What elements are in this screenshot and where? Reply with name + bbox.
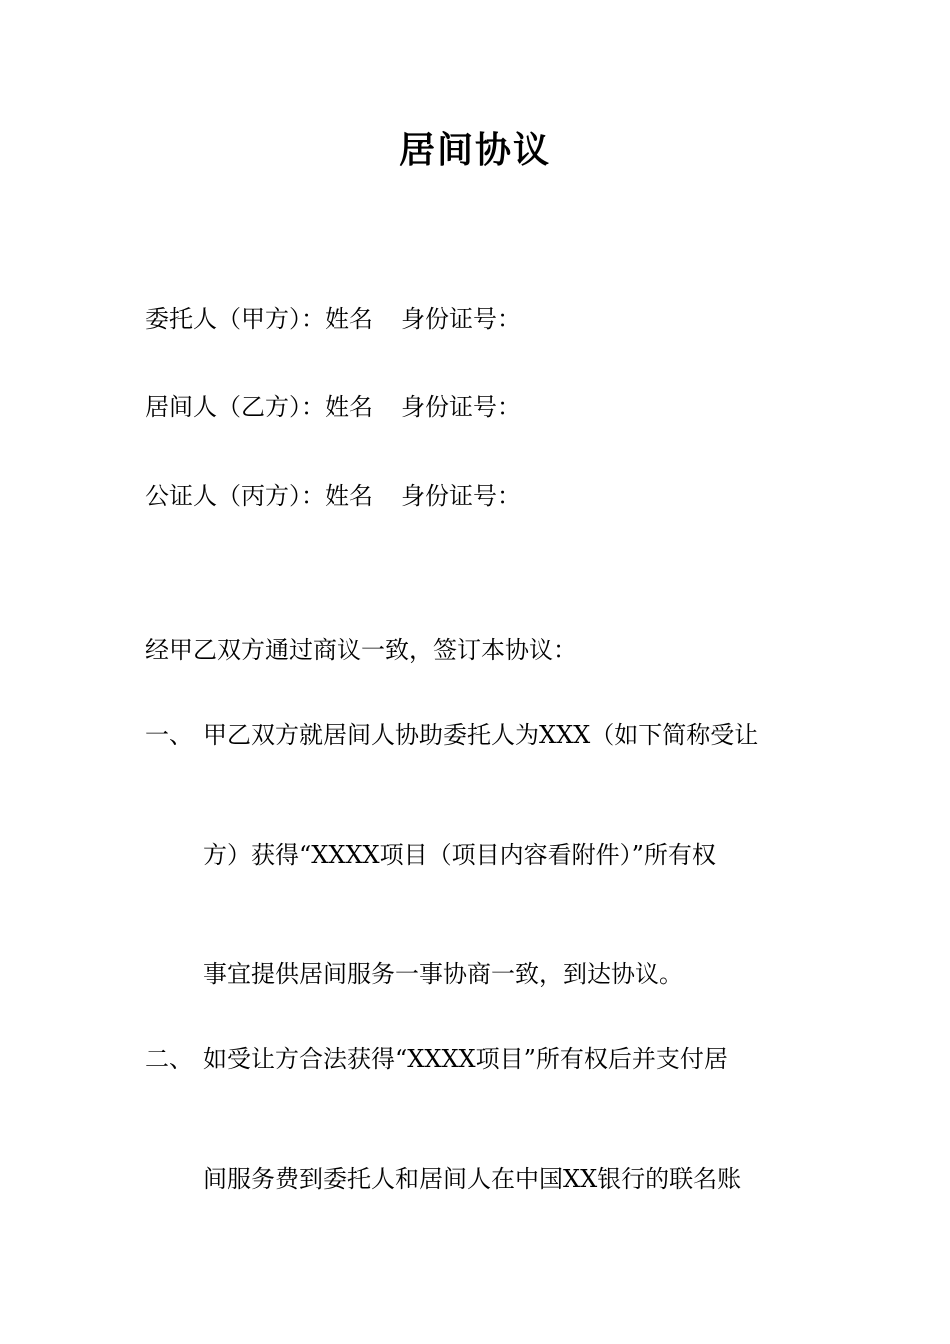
party-id-label: 身份证号： [401,305,521,333]
clause-line: 如受让方合法获得“XXXX项目”所有权后并支付居 [203,1045,728,1073]
intro-paragraph: 经甲乙双方通过商议一致，签订本协议： [145,636,577,664]
clause-number: 二、 [145,1045,193,1073]
clause-line: 方）获得“XXXX项目（项目内容看附件）”所有权 [203,841,716,869]
party-line-a [145,302,521,336]
clause-line: 事宜提供居间服务一事协商一致，到达协议。 [203,960,683,988]
party-line-b [145,390,521,424]
party-role: 居间人（乙方）：姓名 [145,393,373,421]
party-id-label: 身份证号： [401,393,521,421]
document-title: 居间协议 [398,129,551,171]
party-role: 公证人（丙方）：姓名 [145,482,373,510]
clause-line: 间服务费到委托人和居间人在中国XX银行的联名账 [203,1165,742,1193]
clause-line: 甲乙双方就居间人协助委托人为XXX（如下简称受让 [203,721,759,749]
party-role: 委托人（甲方）：姓名 [145,305,373,333]
party-id-label: 身份证号： [401,482,521,510]
party-line-c [145,479,521,513]
clause-number: 一、 [145,721,193,749]
